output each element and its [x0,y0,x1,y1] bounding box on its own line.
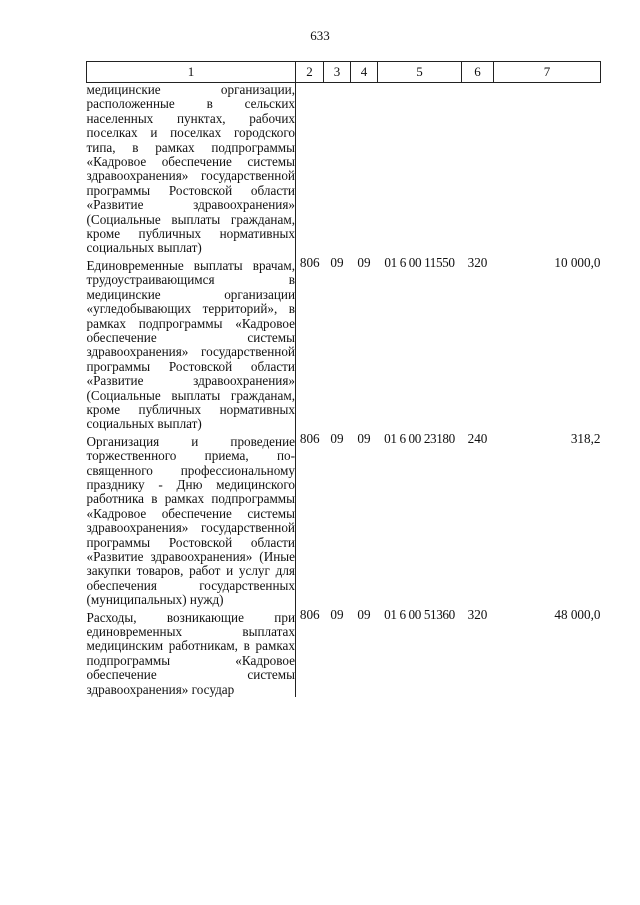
header-col-3: 3 [324,62,351,83]
row-subsection-code [351,83,378,256]
row-section-code: 09 [330,430,344,446]
page-number: 633 [310,28,330,43]
table-row [87,432,601,608]
table-row [87,256,601,432]
row-description: Организация и проведение торжественного приема, посвященного профессиональному празднику - Дню медицинского работника в рамках подпрограммы «Кадровое обеспечение системы здравоохранения» государственной программы Ростовской области «Развитие здравоохранения» (Иные закупки товаров, работ и услуг для обеспечения государственных (муниципальных) нужд) [86,433,295,608]
row-description: Расходы, возникающие при единовременных выплатах медицинским работникам, в рамках подпрограммы «Кадровое обеспечение системы здравоохранения» государ [86,609,295,697]
row-section-code: 09 [330,606,344,622]
row-expense-type: 240 [467,430,488,446]
header-row [87,62,601,83]
row-admin-code: 806 [299,430,320,446]
row-admin-code: 806 [299,606,320,622]
row-expense-type [462,83,494,256]
header-col-2: 2 [296,62,324,83]
row-amount [494,83,601,256]
header-col-1: 1 [87,62,296,83]
row-section-code [324,83,351,256]
row-expense-type: 320 [467,254,488,270]
row-admin-code [296,83,324,256]
row-description: медицинские организации, расположенные в сельских населенных пунктах, рабочих поселках и поселках городского типа, в рамках подпрограммы «Кадровое обеспечение системы здравоохранения» государственной программы Ростовской области «Развитие здравоохранения» (Социальные выплаты гражданам, кроме публичных нормативных социальных выплат) [86,82,295,256]
row-subsection-code: 09 [357,430,371,446]
row-amount: 10 000,0 [554,254,601,270]
row-subsection-code: 09 [357,606,371,622]
row-admin-code: 806 [299,254,320,270]
row-target-article: 01 6 00 11550 [384,254,455,270]
row-subsection-code: 09 [357,254,371,270]
row-target-article: 01 6 00 51360 [384,606,455,622]
row-amount: 318,2 [570,430,601,446]
row-target-article: 01 6 00 23180 [384,430,455,446]
table-row [87,83,601,256]
header-col-6: 6 [462,62,494,83]
row-expense-type: 320 [467,606,488,622]
row-section-code: 09 [330,254,344,270]
header-col-7: 7 [494,62,601,83]
budget-table [86,61,601,697]
row-target-article [378,83,462,256]
header-col-4: 4 [351,62,378,83]
row-description: Единовременные выплаты врачам, трудоустраивающимся в медицинские организации «угледобывающих территорий», в рамках подпрограммы «Кадровое обеспечение системы здравоохранения» государственной программы Ростовской области «Развитие здравоохранения» (Социальные выплаты гражданам, кроме публичных нормативных социальных выплат) [86,257,295,432]
row-amount: 48 000,0 [554,606,601,622]
header-col-5: 5 [378,62,462,83]
table-row [87,608,601,697]
